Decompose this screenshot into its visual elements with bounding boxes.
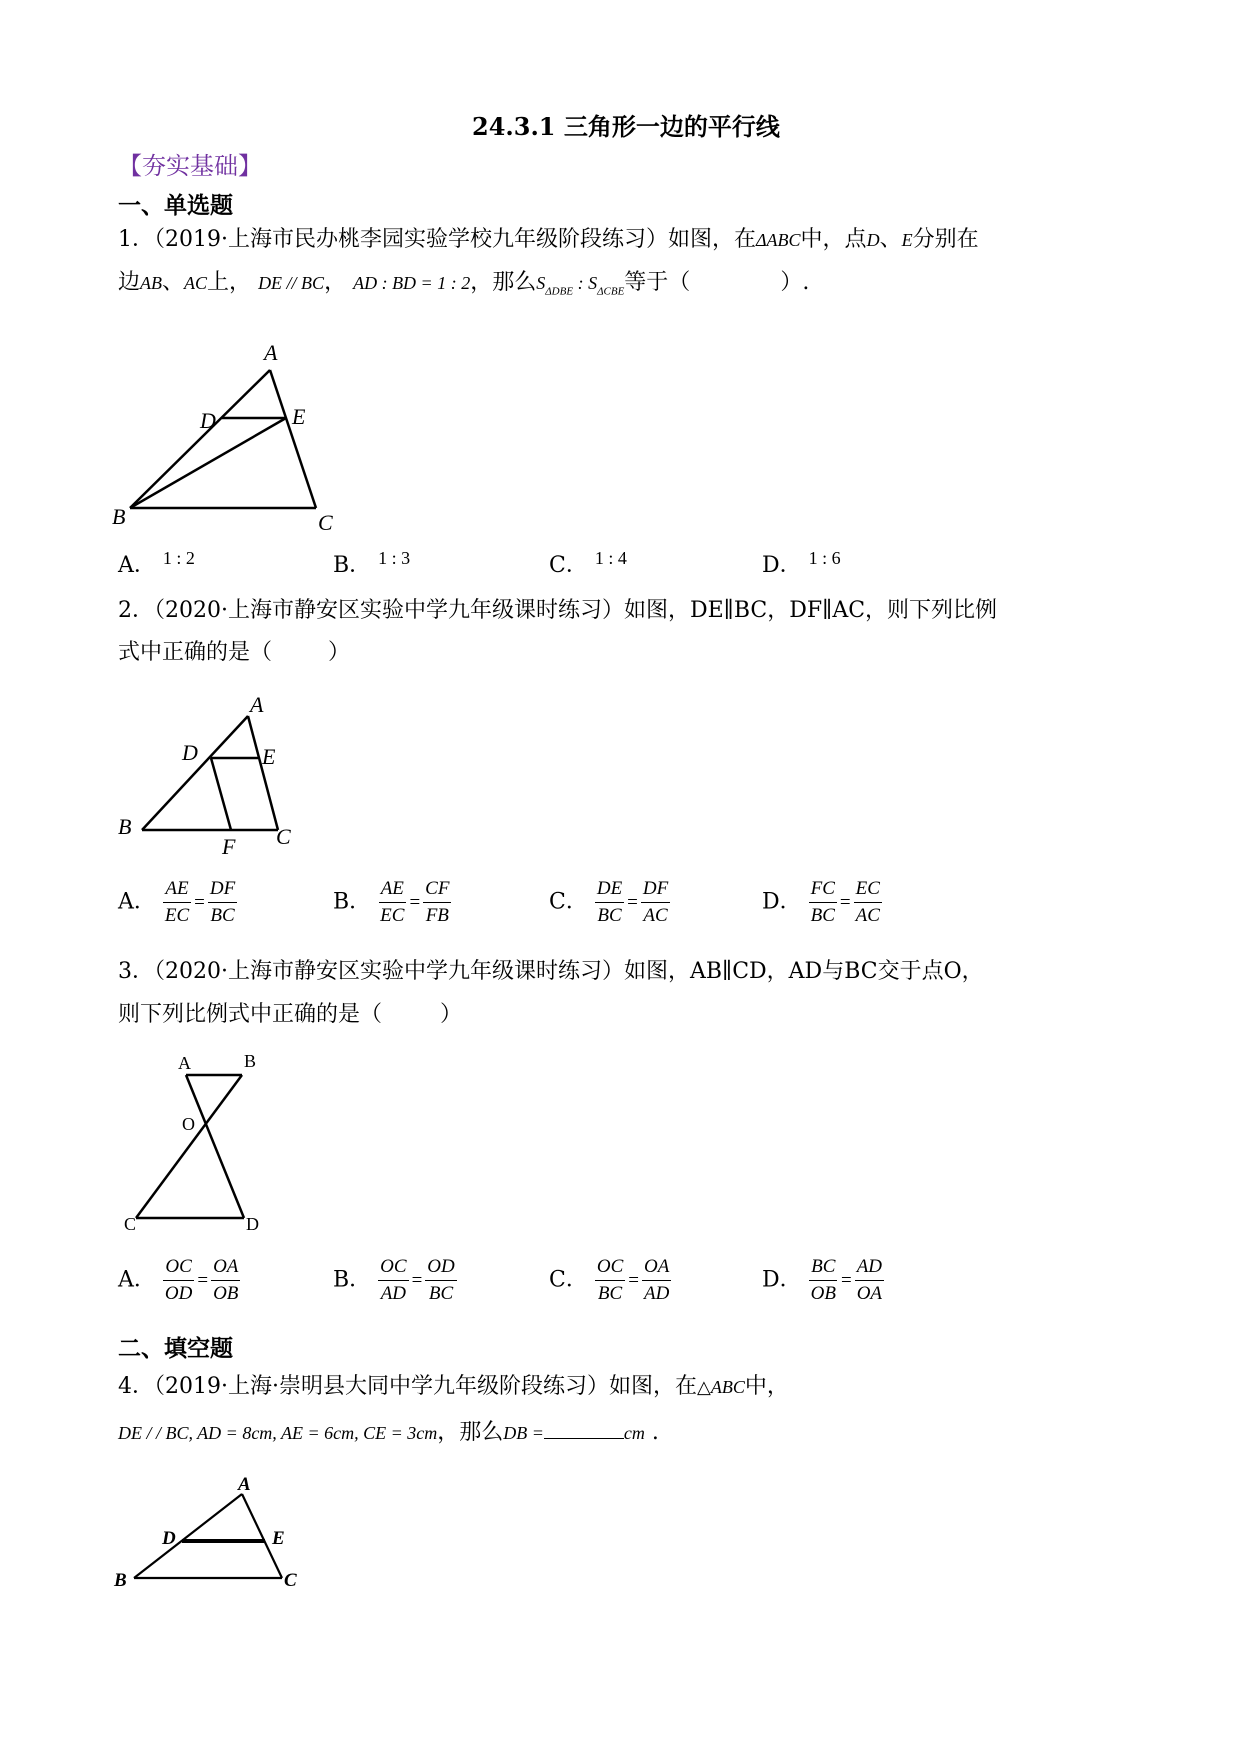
q3-option-b-n2: OD: [425, 1254, 456, 1281]
q4-label-a: A: [238, 1474, 251, 1495]
q2-close: ）: [328, 640, 351, 665]
q1-colon: :: [573, 273, 589, 293]
q1-ab: AB: [140, 273, 163, 293]
q2-option-b-d1: EC: [380, 905, 405, 926]
q2-option-b-frac2: [423, 876, 451, 929]
q1-ask: 等于（: [624, 270, 691, 295]
q3-option-a-n2: OA: [211, 1254, 240, 1281]
q3-option-a-frac1: [163, 1254, 194, 1307]
q1-label-a: A: [264, 340, 278, 365]
q2-option-b[interactable]: [333, 876, 451, 929]
section-tag: 【夯实基础】: [118, 152, 262, 180]
q1-sep2: 、: [162, 270, 185, 295]
q3-option-d-n1: BC: [809, 1254, 837, 1281]
q3-option-c-frac2: [642, 1254, 671, 1307]
q2-option-a-frac1: [163, 876, 191, 929]
q1-option-d[interactable]: [762, 548, 841, 579]
q2-option-b-n2: CF: [423, 876, 451, 903]
q3-option-b-n1: OC: [378, 1254, 408, 1281]
q4-label-e: E: [272, 1528, 285, 1549]
q3-option-b-frac2: [425, 1254, 456, 1307]
q3-label-d: D: [246, 1214, 259, 1234]
q1-option-a[interactable]: [118, 548, 195, 579]
q1-sep: 、: [879, 227, 902, 252]
q3-text1: （2020·上海市静安区实验中学九年级课时练习）如图，AB∥CD，AD与BC交于点O，: [154, 959, 984, 984]
q3-option-a-d2: OB: [213, 1283, 239, 1304]
q2-option-c-frac2: [641, 876, 670, 929]
q3-option-d-frac2: [855, 1254, 884, 1307]
q3-option-b-d1: AD: [380, 1283, 407, 1304]
q1-s1-sub: ΔDBE: [545, 285, 574, 298]
q2-option-b-label: B．: [333, 889, 372, 915]
q2-option-a-eq: =: [194, 891, 205, 913]
part1-heading: 一、单选题: [118, 192, 233, 219]
q3-line1: [118, 957, 984, 987]
q3-option-d-eq: =: [840, 1269, 852, 1291]
q3-text2: 则下列比例式中正确的是（: [118, 1002, 383, 1027]
q3-option-b-d2: BC: [428, 1283, 454, 1304]
q2-text2: 式中正确的是（: [118, 640, 273, 665]
q3-option-d-d2: OA: [856, 1283, 883, 1304]
q4-label-c: C: [284, 1570, 297, 1591]
q2-option-b-d2: FB: [425, 905, 449, 926]
q3-option-c-eq: =: [628, 1269, 639, 1291]
q1-ratio: AD : BD = 1 : 2: [353, 273, 471, 293]
q2-option-b-n1: AE: [379, 876, 406, 903]
q1-on: 上，: [207, 270, 252, 295]
q2-option-a-frac2: [208, 876, 237, 929]
q1-triangle: ΔABC: [755, 230, 801, 250]
q2-option-c-n1: DE: [595, 876, 624, 903]
q3-option-d-d1: OB: [810, 1283, 836, 1304]
q1-parallel: DE // BC: [258, 273, 325, 293]
q2-option-c-label: C．: [549, 889, 588, 915]
q2-option-c-n2: DF: [641, 876, 670, 903]
q2-label-c: C: [276, 824, 291, 849]
q1-option-a-label: A．: [118, 553, 156, 578]
q3-option-a-frac2: [211, 1254, 240, 1307]
q1-option-c-label: C．: [549, 553, 588, 578]
q2-option-d-d1: BC: [810, 905, 835, 926]
q3-figure: [110, 1050, 290, 1240]
q4-line2: [118, 1416, 659, 1448]
q3-option-b-label: B．: [333, 1267, 372, 1293]
q1-edge: 边: [118, 270, 141, 295]
q1-s2: S: [588, 273, 598, 293]
q2-figure: [110, 696, 310, 866]
q1-label-c: C: [318, 510, 333, 535]
q3-line2: [118, 1000, 462, 1030]
q3-option-c-n1: OC: [595, 1254, 625, 1281]
q4-label-d: D: [162, 1528, 176, 1549]
q1-option-d-label: D．: [762, 553, 802, 578]
q3-option-d-n2: AD: [855, 1254, 884, 1281]
q1-s2-sub: ΔCBE: [597, 285, 625, 298]
q1-label-b: B: [112, 504, 126, 529]
q3-option-d-label: D．: [762, 1267, 802, 1293]
q3-label-c: C: [124, 1214, 137, 1234]
q2-option-d-frac2: [854, 876, 882, 929]
q1-line1: [118, 225, 979, 255]
q4-answer-blank[interactable]: [544, 1416, 624, 1439]
q3-option-a-label: A．: [118, 1267, 156, 1293]
q1-text-mid: 中，点: [800, 227, 867, 252]
q3-option-d-frac1: [809, 1254, 838, 1307]
q4-text-post: 中，: [744, 1374, 789, 1399]
q2-label-a: A: [250, 696, 264, 717]
q2-option-b-eq: =: [409, 891, 421, 913]
q1-s1: S: [536, 273, 546, 293]
q1-ac: AC: [184, 273, 208, 293]
q2-label-d: D: [182, 740, 198, 765]
q3-option-b-eq: =: [411, 1269, 423, 1291]
q4-text-pre: （2019·上海·崇明县大同中学九年级阶段练习）如图，在: [154, 1374, 697, 1399]
q2-option-c-frac1: [595, 876, 624, 929]
q1-point-d: D: [866, 230, 880, 250]
q4-figure: [112, 1474, 322, 1594]
q3-option-a-eq: =: [197, 1269, 209, 1291]
q1-close: ）.: [780, 270, 810, 295]
q2-number: 2．: [118, 598, 154, 623]
q2-text1: （2020·上海市静安区实验中学九年级课时练习）如图，DE∥BC，DF∥AC，则下列比例: [154, 598, 998, 623]
q2-option-a-d2: BC: [210, 905, 235, 926]
q1-option-b-label: B．: [333, 553, 372, 578]
q2-option-a-d1: EC: [164, 905, 190, 926]
q1-option-d-value: 1 : 6: [808, 548, 841, 568]
q2-line1: [118, 596, 997, 626]
q4-line1: [118, 1372, 789, 1402]
q2-option-d-label: D．: [762, 889, 802, 915]
q3-option-c-label: C．: [549, 1267, 588, 1293]
q2-option-c[interactable]: [549, 876, 670, 929]
q3-label-a: A: [178, 1053, 191, 1073]
q2-option-c-d2: AC: [643, 905, 668, 926]
q1-option-b-value: 1 : 3: [378, 548, 411, 568]
q2-option-d-n2: EC: [854, 876, 882, 903]
q3-option-d[interactable]: [762, 1254, 884, 1307]
q3-option-b[interactable]: [333, 1254, 457, 1307]
q1-option-a-value: 1 : 2: [162, 548, 195, 568]
q2-option-d[interactable]: [762, 876, 882, 929]
q2-option-b-frac1: [378, 876, 406, 929]
q3-label-o: O: [182, 1114, 195, 1134]
q3-option-c-n2: OA: [642, 1254, 671, 1281]
page-title: 24.3.1 三角形一边的平行线: [472, 112, 780, 141]
q1-point-e: E: [901, 230, 913, 250]
q1-label-e: E: [292, 404, 306, 429]
q2-label-f: F: [222, 834, 236, 859]
q1-option-c[interactable]: [549, 548, 627, 579]
q2-option-a-n2: DF: [208, 876, 237, 903]
q2-option-d-eq: =: [839, 891, 851, 913]
q1-option-b[interactable]: [333, 548, 410, 579]
q3-option-c-frac1: [595, 1254, 625, 1307]
q3-label-b: B: [244, 1051, 257, 1071]
q1-comma: ，: [324, 270, 347, 295]
q1-number: 1．: [118, 227, 154, 252]
q1-text-post: 分别在: [912, 227, 979, 252]
q3-number: 3．: [118, 959, 154, 984]
q4-given: DE / / BC, AD = 8cm, AE = 6cm, CE = 3cm: [118, 1423, 438, 1443]
q1-line2: [118, 268, 809, 306]
q1-label-d: D: [200, 408, 216, 433]
q3-option-b-frac1: [378, 1254, 408, 1307]
q2-option-a[interactable]: [118, 876, 237, 929]
q3-option-c-d1: BC: [597, 1283, 623, 1304]
q2-option-c-d1: BC: [597, 905, 622, 926]
q2-option-d-frac1: [809, 876, 837, 929]
q2-line2: [118, 638, 350, 668]
q4-number: 4．: [118, 1374, 154, 1399]
q1-text-pre: （2019·上海市民办桃李园实验学校九年级阶段练习）如图，在: [154, 227, 756, 252]
q3-option-a-n1: OC: [163, 1254, 193, 1281]
q3-option-c[interactable]: [549, 1254, 671, 1307]
q4-db: DB =: [503, 1423, 544, 1443]
q2-option-a-n1: AE: [163, 876, 190, 903]
q4-label-b: B: [114, 1570, 127, 1591]
q2-label-b: B: [118, 814, 132, 839]
q3-option-c-d2: AD: [643, 1283, 670, 1304]
q1-option-c-value: 1 : 4: [594, 548, 627, 568]
q2-option-a-label: A．: [118, 889, 156, 915]
q2-option-d-d2: AC: [855, 905, 880, 926]
q1-then: ，那么: [470, 270, 537, 295]
q4-triangle: △ABC: [696, 1377, 745, 1397]
q1-figure: [110, 340, 380, 540]
q2-option-d-n1: FC: [809, 876, 837, 903]
q4-period: .: [651, 1420, 659, 1445]
q3-option-a-d1: OD: [164, 1283, 193, 1304]
q2-label-e: E: [262, 744, 276, 769]
q4-then: ，那么: [437, 1420, 504, 1445]
q3-close: ）: [440, 1002, 463, 1027]
q4-unit: cm: [623, 1423, 645, 1443]
part2-heading: 二、填空题: [118, 1335, 233, 1362]
q3-option-a[interactable]: [118, 1254, 240, 1307]
q2-option-c-eq: =: [627, 891, 638, 913]
